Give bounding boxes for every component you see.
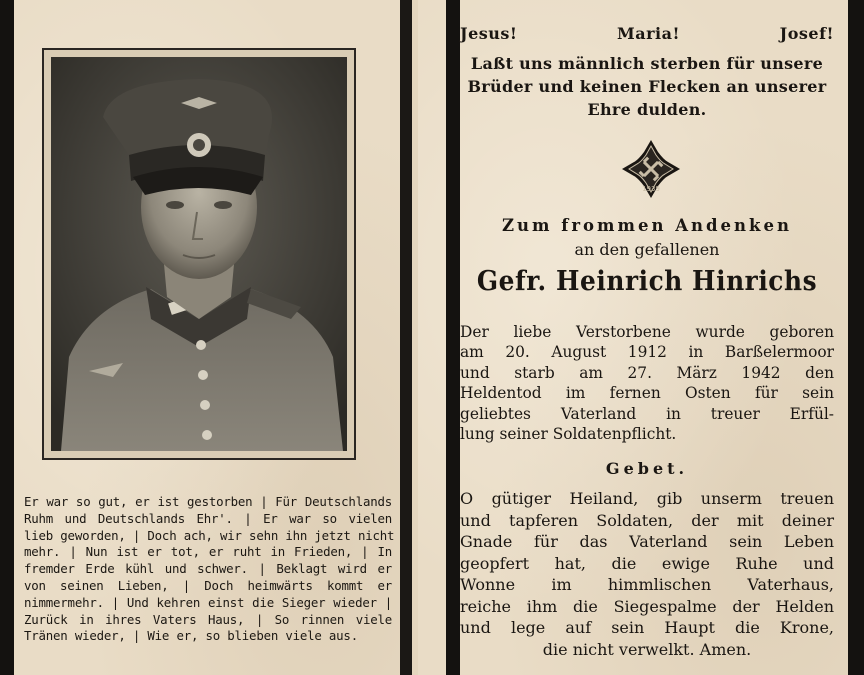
portrait-photo bbox=[51, 57, 347, 451]
prayer-line: O gütiger Heiland, gib unserm treuen bbox=[460, 489, 834, 508]
prayer-text bbox=[460, 488, 834, 660]
prayer-line: die nicht verwelkt. Amen. bbox=[542, 639, 752, 659]
poem-line: Tränen wieder, | Wie er, so blieben viele aus. bbox=[24, 628, 358, 644]
prayer-title: Gebet. bbox=[605, 459, 689, 478]
mourning-border-middle-right bbox=[446, 0, 460, 675]
bio-line: am 20. August 1912 in Barßelermoor bbox=[460, 343, 834, 362]
bio-line: und starb am 27. März 1942 den bbox=[460, 363, 834, 382]
invocation-maria: Maria! bbox=[617, 24, 681, 43]
prayer-line: und lege auf sein Haupt die Krone, bbox=[460, 618, 834, 637]
poem-line: nimmermehr. | Und kehren einst die Sieger wieder | bbox=[24, 594, 392, 610]
poem-line: von seinen Lieben, | Doch heimwärts kommt er bbox=[24, 577, 392, 593]
iron-cross-icon bbox=[620, 138, 682, 200]
bio-line: Heldentod im fernen Osten für sein bbox=[460, 384, 834, 403]
bio-line: geliebtes Vaterland in treuer Erfül- bbox=[460, 404, 834, 423]
poem-line: fremder Erde kühl und schwer. | Beklagt wird er bbox=[24, 561, 392, 577]
prayer-line: geopfert hat, die ewige Ruhe und bbox=[460, 553, 834, 573]
poem-line: lieb geworden, | Doch ach, wir sehn ihn jetzt nicht bbox=[24, 527, 395, 543]
poem-line: Ruhm und Deutschlands Ehr'. | Er war so vielen bbox=[24, 510, 392, 526]
mourning-border-right bbox=[848, 0, 864, 675]
bleed-through-text bbox=[109, 458, 115, 482]
memorial-subtitle: an den gefallenen bbox=[574, 240, 720, 259]
invocation-josef: Josef! bbox=[779, 24, 834, 43]
prayer-line: Gnade für das Vaterland sein Leben bbox=[460, 532, 834, 551]
poem-line: Er war so gut, er ist gestorben | Für Deutschlands bbox=[24, 494, 392, 509]
deceased-name: Gefr. Heinrich Hinrichs bbox=[476, 266, 818, 297]
prayer-line: reiche ihm die Siegespalme der Helden bbox=[460, 596, 834, 616]
motto-line: Brüder und keinen Flecken an unserer bbox=[467, 77, 827, 96]
invocation-jesus: Jesus! bbox=[460, 24, 518, 43]
portrait-frame bbox=[42, 48, 356, 460]
bio-line: lung seiner Soldatenpflicht. bbox=[460, 425, 677, 444]
mourning-border-left bbox=[0, 0, 14, 675]
motto bbox=[460, 52, 834, 121]
poem-line: mehr. | Nun ist er tot, er ruht in Frieden, | In bbox=[24, 544, 392, 560]
bio-line: Der liebe Verstorbene wurde geboren bbox=[460, 323, 834, 341]
prayer-line: und tapferen Soldaten, der mit deiner bbox=[460, 510, 834, 530]
biography bbox=[460, 322, 834, 444]
poem-line: Zurück in ihres Vaters Haus, | So rinnen viele bbox=[24, 611, 392, 627]
motto-line: Ehre dulden. bbox=[587, 100, 707, 119]
mourning-border-middle-left bbox=[400, 0, 412, 675]
soldier-portrait-image bbox=[51, 57, 347, 451]
prayer-line: Wonne im himmlischen Vaterhaus, bbox=[460, 575, 834, 594]
invocation-header bbox=[460, 24, 834, 43]
cross-year: 1939 bbox=[642, 185, 660, 193]
memorial-title: Zum frommen Andenken bbox=[502, 216, 792, 235]
poem-text bbox=[24, 494, 395, 645]
motto-line: Laßt uns männlich sterben für unsere bbox=[470, 54, 824, 73]
